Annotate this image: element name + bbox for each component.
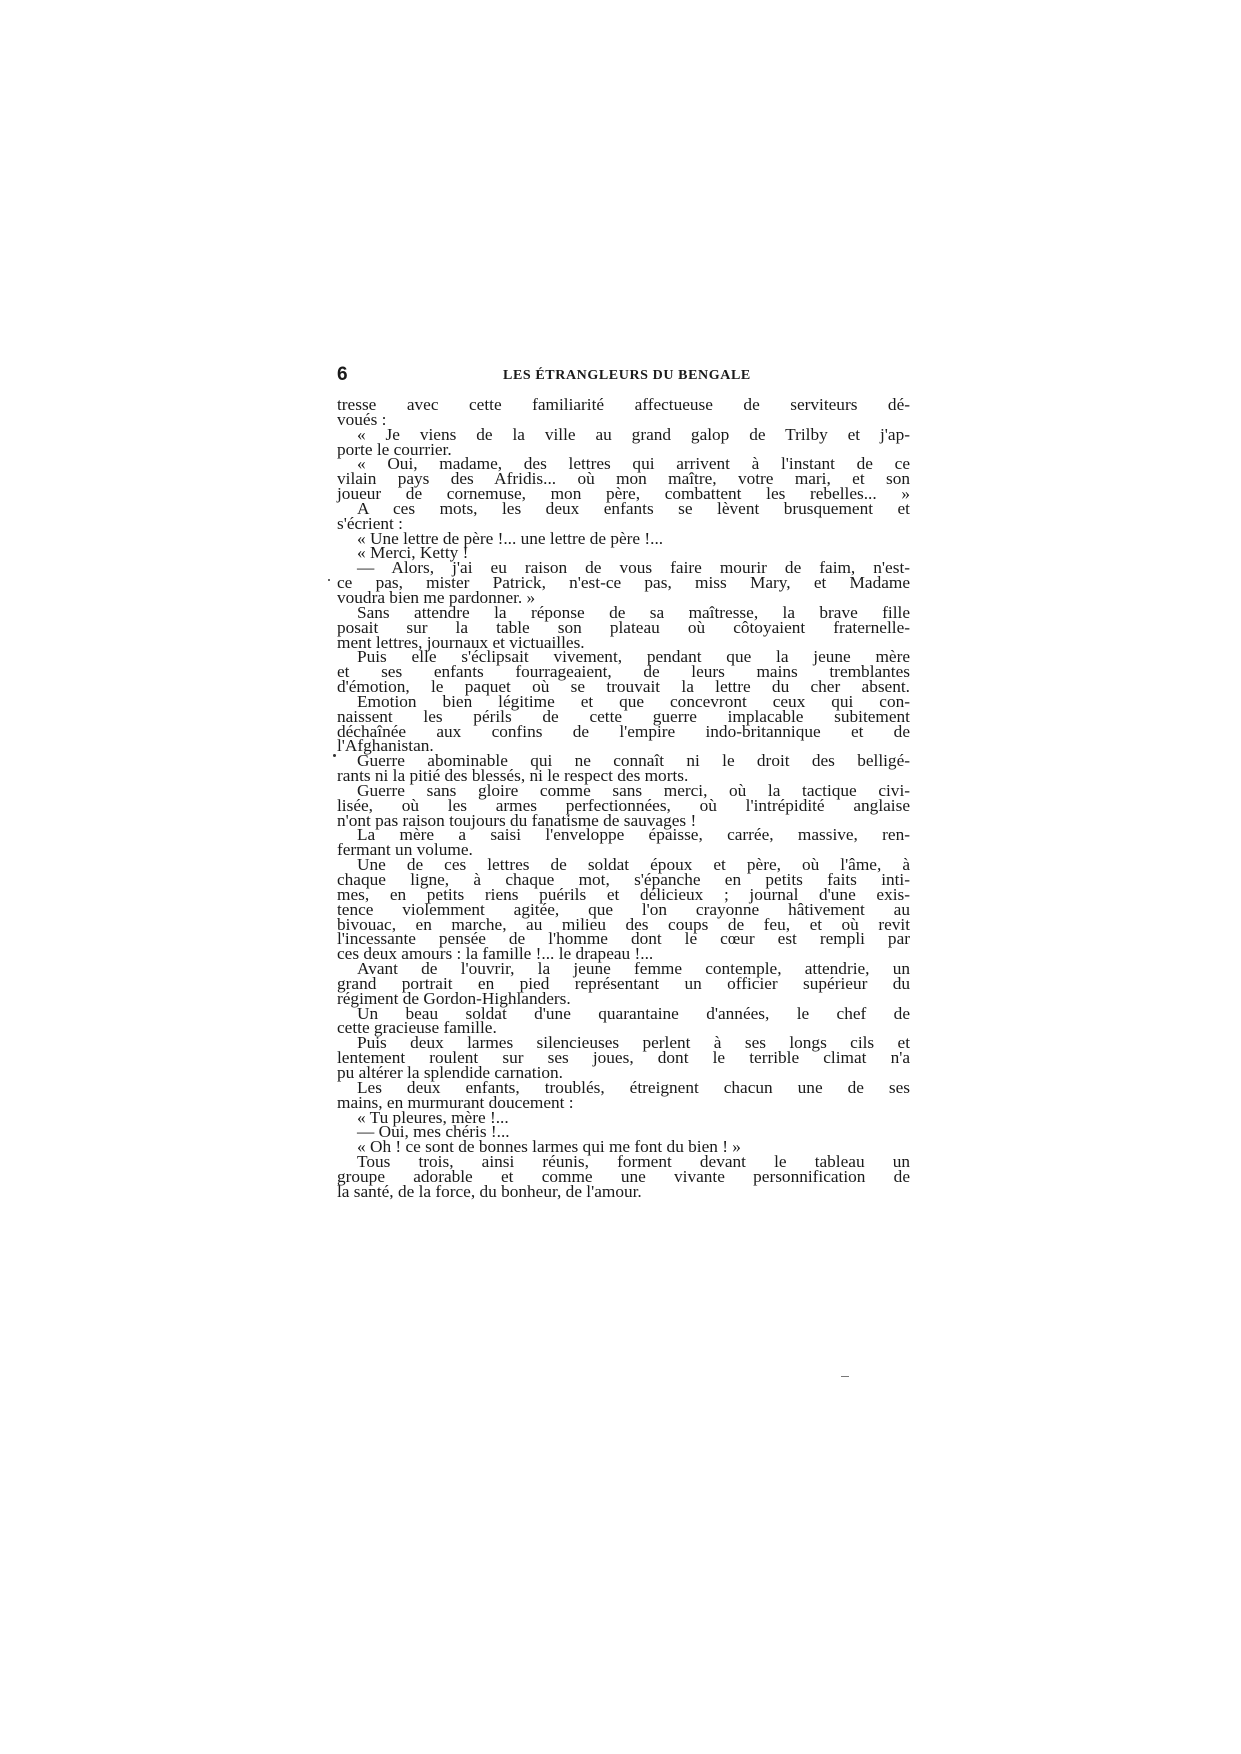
- text-line: régiment de Gordon-Highlanders.: [337, 988, 571, 1008]
- text-line: cette gracieuse famille.: [337, 1018, 497, 1038]
- page-header: [337, 364, 907, 386]
- text-line: chaque ligne, à chaque mot, s'épanche en petits faits inti-: [337, 870, 910, 889]
- text-line: ce pas, mister Patrick, n'est-ce pas, miss Mary, et Madame: [337, 573, 910, 593]
- text-line: « Tu pleures, mère !...: [357, 1107, 509, 1127]
- text-line: Un beau soldat d'une quarantaine d'années, le chef de: [357, 1003, 910, 1023]
- text-line: n'ont pas raison toujours du fanatisme de sauvages !: [337, 810, 697, 830]
- scan-dash: [841, 1376, 849, 1377]
- text-line: groupe adorable et comme une vivante personnification de: [337, 1166, 910, 1186]
- text-line: A ces mots, les deux enfants se lèvent brusquement et: [357, 498, 910, 518]
- text-line: porte le courrier.: [337, 439, 452, 459]
- text-line: Puis elle s'éclipsait vivement, pendant que la jeune mère: [357, 647, 910, 667]
- text-line: grand portrait en pied représentant un officier supérieur du: [337, 973, 910, 993]
- text-line: rants ni la pitié des blessés, ni le respect des morts.: [337, 766, 689, 786]
- scan-speck: [328, 579, 330, 581]
- text-line: voudra bien me pardonner. »: [337, 587, 536, 607]
- running-title: LES ÉTRANGLEURS DU BENGALE: [503, 368, 751, 383]
- text-line: s'écrient :: [337, 513, 403, 533]
- text-line: la santé, de la force, du bonheur, de l'amour.: [337, 1181, 642, 1201]
- text-line: Guerre abominable qui ne connaît ni le droit des belligé-: [357, 751, 910, 771]
- text-line: lisée, où les armes perfectionnées, où l'intrépidité anglaise: [337, 795, 910, 815]
- text-line: Avant de l'ouvrir, la jeune femme contemple, attendrie, un: [357, 959, 910, 979]
- text-line: lentement roulent sur ses joues, dont le terrible climat n'a: [337, 1048, 910, 1068]
- text-line: « Oh ! ce sont de bonnes larmes qui me font du bien ! »: [357, 1137, 741, 1157]
- text-line: tresse avec cette familiarité affectueuse de serviteurs dé-: [337, 395, 910, 414]
- text-line: voués :: [337, 409, 387, 429]
- text-line: bivouac, en marche, au milieu des coups de feu, et où revit: [337, 914, 910, 934]
- text-line: mes, en petits riens puérils et délicieux ; journal d'une exis-: [337, 884, 910, 904]
- text-line: joueur de cornemuse, mon père, combattent les rebelles... »: [337, 484, 910, 504]
- text-line: Sans attendre la réponse de sa maîtresse, la brave fille: [357, 602, 910, 622]
- text-line: d'émotion, le paquet où se trouvait la lettre du cher absent.: [337, 677, 910, 697]
- text-line: pu altérer la splendide carnation.: [337, 1062, 563, 1082]
- text-line: ment lettres, journaux et victuailles.: [337, 632, 585, 652]
- text-line: déchaînée aux confins de l'empire indo-britannique et de: [337, 721, 910, 741]
- text-line: tence violemment agitée, que l'on crayonne hâtivement au: [337, 899, 910, 919]
- scan-speck: [333, 754, 336, 757]
- text-line: « Merci, Ketty !: [357, 543, 469, 563]
- text-line: La mère a saisi l'enveloppe épaisse, carrée, massive, ren-: [357, 825, 910, 845]
- text-line: « Oui, madame, des lettres qui arrivent à l'instant de ce: [357, 454, 910, 474]
- text-line: Guerre sans gloire comme sans merci, où la tactique civi-: [357, 780, 910, 800]
- text-line: « Je viens de la ville au grand galop de Trilby et j'ap-: [357, 424, 910, 444]
- text-line: Emotion bien légitime et que concevront ceux qui con-: [357, 691, 910, 711]
- text-line: Une de ces lettres de soldat époux et père, où l'âme, à: [357, 855, 910, 875]
- text-line: — Oui, mes chéris !...: [357, 1122, 510, 1142]
- text-line: Tous trois, ainsi réunis, forment devant le tableau un: [357, 1152, 910, 1172]
- text-line: ces deux amours : la famille !... le drapeau !...: [337, 944, 654, 964]
- text-line: Les deux enfants, troublés, étreignent chacun une de ses: [357, 1077, 910, 1097]
- page-number: 6: [337, 364, 348, 385]
- text-line: « Une lettre de père !... une lettre de père !...: [357, 528, 664, 548]
- text-line: l'incessante pensée de l'homme dont le cœur est rempli par: [337, 929, 910, 949]
- text-line: posait sur la table son plateau où côtoyaient fraternelle-: [337, 617, 910, 637]
- text-line: mains, en murmurant doucement :: [337, 1092, 574, 1112]
- text-line: et ses enfants fourrageaient, de leurs mains tremblantes: [337, 662, 910, 682]
- text-line: l'Afghanistan.: [337, 736, 434, 756]
- text-line: Puis deux larmes silencieuses perlent à ses longs cils et: [357, 1033, 910, 1053]
- text-line: naissent les périls de cette guerre implacable subitement: [337, 706, 910, 726]
- text-line: — Alors, j'ai eu raison de vous faire mourir de faim, n'est-: [357, 558, 910, 578]
- text-line: fermant un volume.: [337, 840, 473, 860]
- text-line: vilain pays des Afridis... où mon maître, votre mari, et son: [337, 469, 910, 489]
- body-text: [337, 395, 910, 1201]
